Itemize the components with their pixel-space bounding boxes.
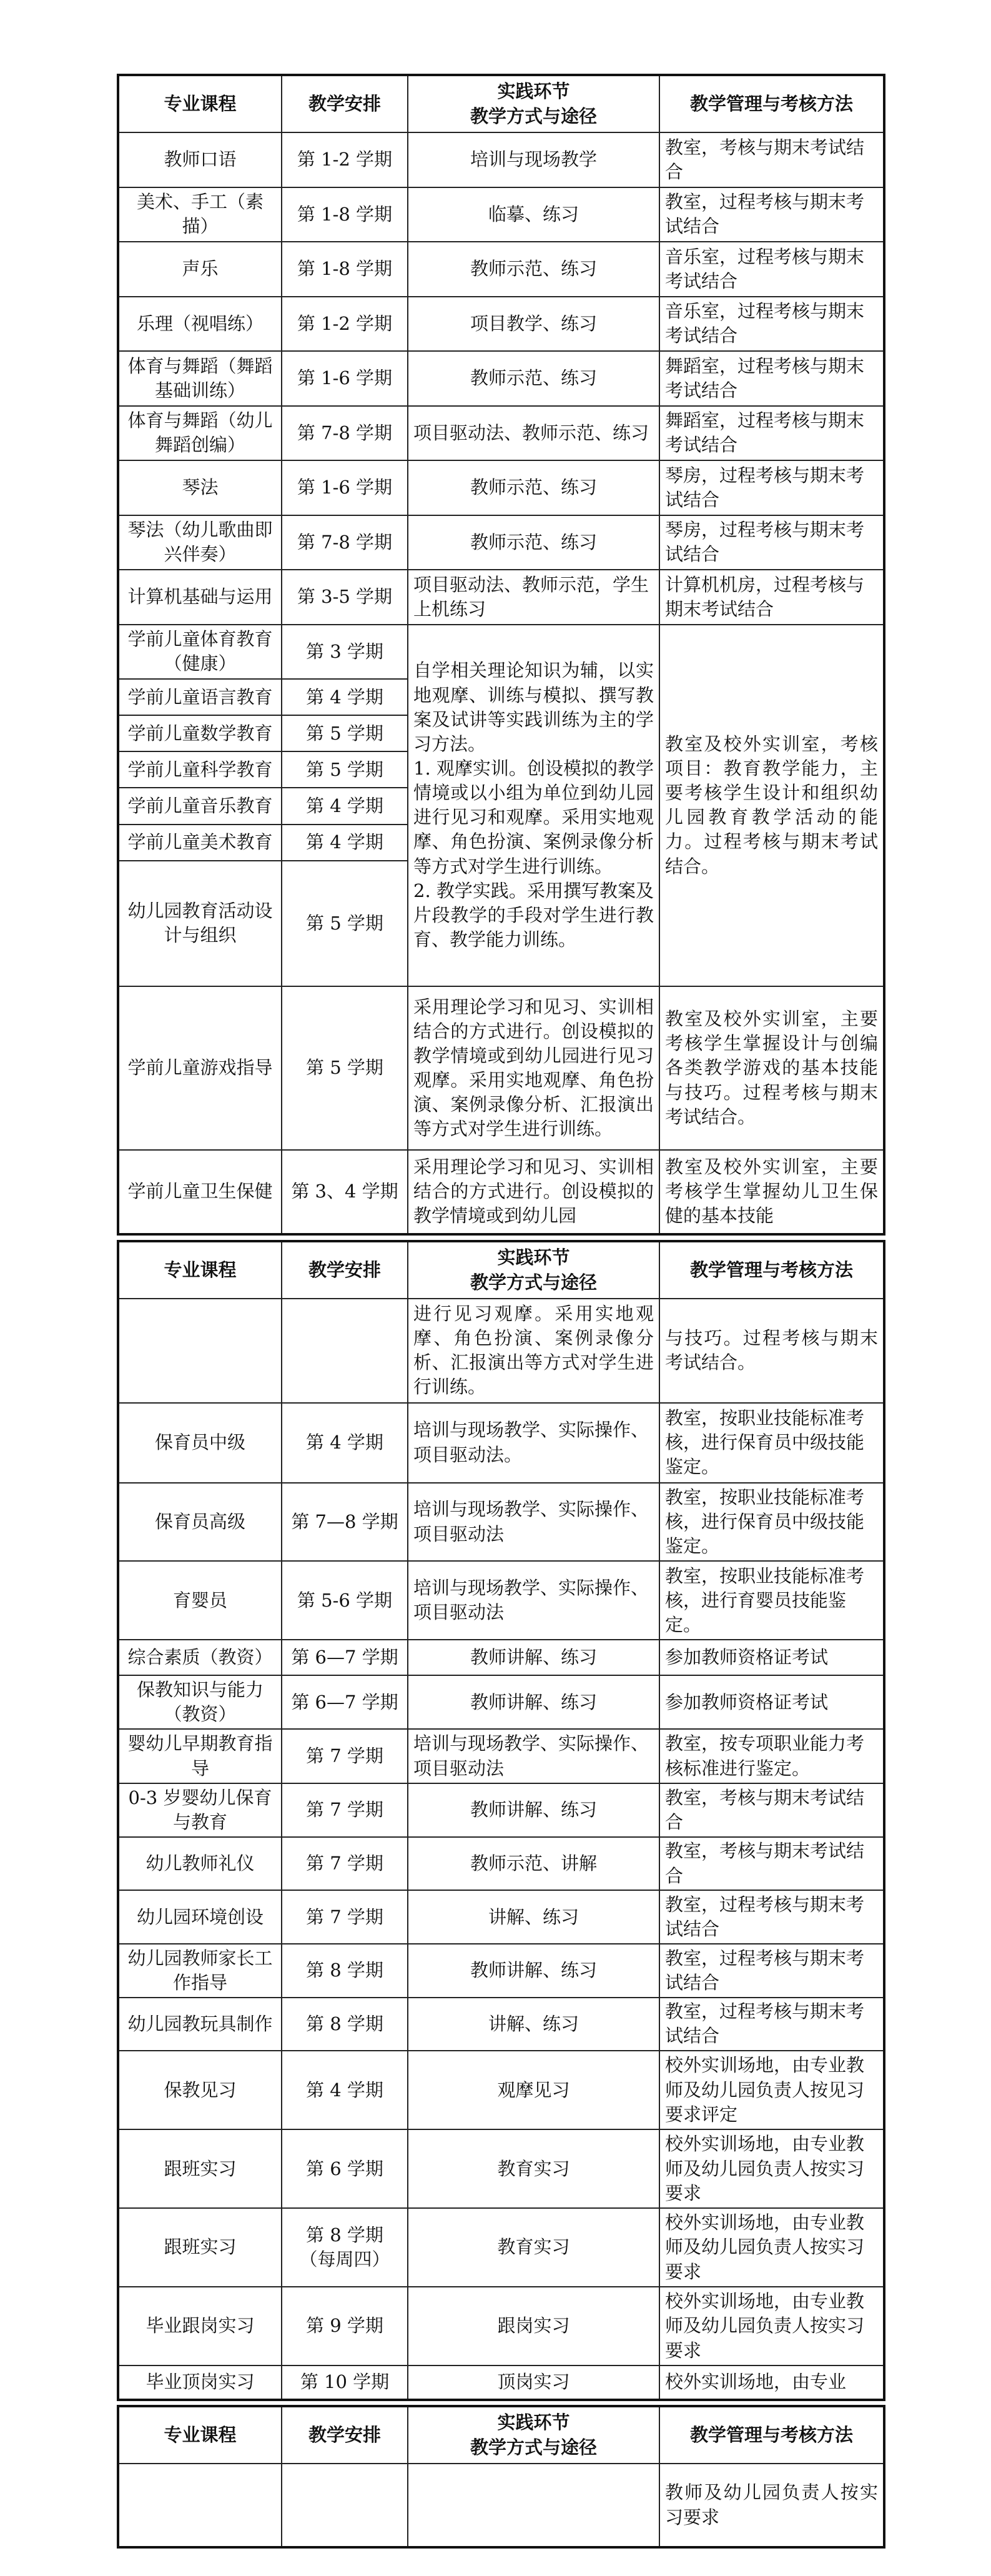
schedule-cell: 第 6—7 学期 (282, 1675, 408, 1729)
header-assessment: 教学管理与考核方法 (659, 1241, 884, 1299)
schedule-cell: 第 7 学期 (282, 1729, 408, 1783)
header-method-line2: 教学方式与途径 (470, 105, 597, 127)
schedule-cell: 第 1-8 学期 (282, 242, 408, 297)
course-cell: 声乐 (118, 242, 282, 297)
header-assessment: 教学管理与考核方法 (659, 75, 884, 132)
group-method-cell (408, 625, 659, 987)
schedule-cell: 第 5-6 学期 (282, 1561, 408, 1640)
table-row (118, 1998, 884, 2051)
assessment-cell: 校外实训场地，由专业教师及幼儿园负责人按实习要求 (659, 2287, 884, 2365)
schedule-cell: 第 4 学期 (282, 2051, 408, 2129)
table-row (118, 1299, 884, 1403)
course-cell: 保育员中级 (118, 1403, 282, 1483)
schedule-cell: 第 5 学期 (282, 751, 408, 788)
schedule-cell: 第 4 学期 (282, 1403, 408, 1483)
course-cell: 乐理（视唱练） (118, 297, 282, 352)
course-cell: 毕业跟岗实习 (118, 2287, 282, 2365)
course-cell: 幼儿园教玩具制作 (118, 1998, 282, 2051)
method-cell: 培训与现场教学、实际操作、项目驱动法 (408, 1561, 659, 1640)
course-cell: 毕业顶岗实习 (118, 2365, 282, 2400)
practice-table-part-3 (117, 2405, 885, 2549)
assessment-cell: 计算机机房，过程考核与期末考试结合 (659, 570, 884, 625)
table-row (118, 1837, 884, 1891)
table-row (118, 2051, 884, 2129)
table-row (118, 460, 884, 515)
assessment-cell: 教室及校外实训室，主要考核学生掌握设计与创编各类教学游戏的基本技能与技巧。过程考核与期末考试结合。 (659, 986, 884, 1150)
assessment-cell: 校外实训场地，由专业教师及幼儿园负责人按实习要求 (659, 2208, 884, 2287)
assessment-cell: 教室，考核与期末考试结合 (659, 1837, 884, 1891)
table-row (118, 2365, 884, 2400)
method-cell: 教师示范、练习 (408, 351, 659, 406)
schedule-cell: 第 3 学期 (282, 625, 408, 680)
schedule-cell: 第 7-8 学期 (282, 515, 408, 570)
header-method (408, 2406, 659, 2464)
course-cell: 学前儿童数学教育 (118, 715, 282, 751)
table-row (118, 351, 884, 406)
method-cell: 教师讲解、练习 (408, 1783, 659, 1837)
method-cell: 教师讲解、练习 (408, 1675, 659, 1729)
header-course: 专业课程 (118, 1241, 282, 1299)
course-cell: 学前儿童音乐教育 (118, 788, 282, 824)
header-schedule: 教学安排 (282, 1241, 408, 1299)
table-row (118, 2208, 884, 2287)
table-row (118, 1944, 884, 1998)
schedule-cell: 第 7 学期 (282, 1783, 408, 1837)
assessment-cell: 教室，过程考核与期末考试结合 (659, 187, 884, 242)
table-row (118, 1675, 884, 1729)
table-row (118, 570, 884, 625)
assessment-cell: 与技巧。过程考核与期末考试结合。 (659, 1299, 884, 1403)
schedule-cell: 第 1-2 学期 (282, 132, 408, 187)
course-cell: 综合素质（教资） (118, 1640, 282, 1675)
method-cell: 教师示范、练习 (408, 515, 659, 570)
course-cell: 学前儿童科学教育 (118, 751, 282, 788)
table-row (118, 986, 884, 1150)
course-cell: 幼儿园教育活动设计与组织 (118, 861, 282, 986)
method-cell: 讲解、练习 (408, 1998, 659, 2051)
assessment-cell: 教室，考核与期末考试结合 (659, 1783, 884, 1837)
course-cell: 育婴员 (118, 1561, 282, 1640)
table-row (118, 1640, 884, 1675)
assessment-cell: 教室及校外实训室，主要考核学生掌握幼儿卫生保健的基本技能 (659, 1150, 884, 1234)
assessment-cell: 参加教师资格证考试 (659, 1675, 884, 1729)
course-cell: 体育与舞蹈（舞蹈基础训练） (118, 351, 282, 406)
schedule-cell-empty (282, 2464, 408, 2547)
schedule-cell: 第 7 学期 (282, 1890, 408, 1944)
header-method-line2: 教学方式与途径 (470, 1271, 597, 1293)
course-cell: 美术、手工（素描） (118, 187, 282, 242)
assessment-cell: 教室，过程考核与期末考试结合 (659, 1890, 884, 1944)
assessment-cell: 教室，过程考核与期末考试结合 (659, 1998, 884, 2051)
assessment-cell: 校外实训场地，由专业教师及幼儿园负责人按实习要求 (659, 2129, 884, 2208)
schedule-cell: 第 6 学期 (282, 2129, 408, 2208)
table-row (118, 1783, 884, 1837)
method-cell: 项目教学、练习 (408, 297, 659, 352)
schedule-cell: 第 1-8 学期 (282, 187, 408, 242)
header-course: 专业课程 (118, 2406, 282, 2464)
course-cell: 幼儿园环境创设 (118, 1890, 282, 1944)
assessment-cell: 参加教师资格证考试 (659, 1640, 884, 1675)
schedule-cell: 第 4 学期 (282, 679, 408, 715)
schedule-cell: 第 3、4 学期 (282, 1150, 408, 1234)
method-cell: 教师示范、练习 (408, 242, 659, 297)
course-cell-empty (118, 2464, 282, 2547)
method-cell: 教师讲解、练习 (408, 1640, 659, 1675)
schedule-cell: 第 5 学期 (282, 861, 408, 986)
header-method-line2: 教学方式与途径 (470, 2436, 597, 2458)
method-cell: 项目驱动法、教师示范，学生上机练习 (408, 570, 659, 625)
schedule-cell: 第 6—7 学期 (282, 1640, 408, 1675)
course-cell: 琴法（幼儿歌曲即兴伴奏） (118, 515, 282, 570)
table-row (118, 2464, 884, 2547)
table-row (118, 1561, 884, 1640)
table-row (118, 2129, 884, 2208)
schedule-cell: 第 9 学期 (282, 2287, 408, 2365)
course-cell: 0-3 岁婴幼儿保育与教育 (118, 1783, 282, 1837)
table-row (118, 1890, 884, 1944)
method-cell: 项目驱动法、教师示范、练习 (408, 406, 659, 461)
table-header-row (118, 2406, 884, 2464)
assessment-cell: 舞蹈室，过程考核与期末考试结合 (659, 406, 884, 461)
method-cell: 教师示范、讲解 (408, 1837, 659, 1891)
table-row (118, 242, 884, 297)
method-cell-empty (408, 2464, 659, 2547)
method-cell: 跟岗实习 (408, 2287, 659, 2365)
assessment-cell: 琴房，过程考核与期末考试结合 (659, 515, 884, 570)
header-assessment: 教学管理与考核方法 (659, 2406, 884, 2464)
table-row (118, 2287, 884, 2365)
table-row (118, 132, 884, 187)
header-method-line1: 实践环节 (497, 81, 570, 102)
table-row (118, 515, 884, 570)
course-cell: 幼儿园教师家长工作指导 (118, 1944, 282, 1998)
assessment-cell: 教室，过程考核与期末考试结合 (659, 1944, 884, 1998)
schedule-cell: 第 1-6 学期 (282, 460, 408, 515)
course-cell: 跟班实习 (118, 2129, 282, 2208)
course-cell: 教师口语 (118, 132, 282, 187)
method-cell: 采用理论学习和见习、实训相结合的方式进行。创设模拟的教学情境或到幼儿园进行见习观摩。采用实地观摩、角色扮演、案例录像分析、汇报演出等方式对学生进行训练。 (408, 986, 659, 1150)
header-schedule: 教学安排 (282, 2406, 408, 2464)
assessment-cell: 音乐室，过程考核与期末考试结合 (659, 242, 884, 297)
group-assessment-cell: 教室及校外实训室，考核项目：教育教学能力，主要考核学生设计和组织幼儿园教育教学活动的能力。过程考核与期末考试结合。 (659, 625, 884, 987)
schedule-cell: 第 8 学期 （每周四） (282, 2208, 408, 2287)
table-row (118, 1729, 884, 1783)
course-cell: 学前儿童卫生保健 (118, 1150, 282, 1234)
assessment-cell: 教师及幼儿园负责人按实习要求 (659, 2464, 884, 2547)
table-row (118, 297, 884, 352)
table-row (118, 1403, 884, 1483)
schedule-cell-empty (282, 1299, 408, 1403)
course-cell: 保教见习 (118, 2051, 282, 2129)
method-cell: 培训与现场教学、实际操作、项目驱动法 (408, 1483, 659, 1562)
assessment-cell: 教室，按专项职业能力考核标准进行鉴定。 (659, 1729, 884, 1783)
course-cell: 跟班实习 (118, 2208, 282, 2287)
course-cell: 保育员高级 (118, 1483, 282, 1562)
method-cell: 教师讲解、练习 (408, 1944, 659, 1998)
course-cell: 体育与舞蹈（幼儿舞蹈创编） (118, 406, 282, 461)
header-method-line1: 实践环节 (497, 1247, 570, 1269)
method-cell: 教育实习 (408, 2208, 659, 2287)
assessment-cell: 教室，按职业技能标准考核，进行育婴员技能鉴定。 (659, 1561, 884, 1640)
method-cell: 讲解、练习 (408, 1890, 659, 1944)
schedule-cell: 第 4 学期 (282, 788, 408, 824)
schedule-cell: 第 7—8 学期 (282, 1483, 408, 1562)
header-schedule: 教学安排 (282, 75, 408, 132)
course-cell: 幼儿教师礼仪 (118, 1837, 282, 1891)
group-method-text: 自学相关理论知识为辅，以实地观摩、训练与模拟、撰写教案及试讲等实践训练为主的学习方法。 1. 观摩实训。创设模拟的教学情境或以小组为单位到幼儿园进行见习和观摩。采用实地观摩、角色扮演、案例录像分析等方式对学生进行训练。 2. 教学实践。采用撰写教案及片段教学的手段对学生进行教育、教学能力训练。 (413, 660, 654, 951)
course-cell: 琴法 (118, 460, 282, 515)
schedule-cell: 第 5 学期 (282, 715, 408, 751)
header-method (408, 75, 659, 132)
table-header-row (118, 1241, 884, 1299)
method-cell: 采用理论学习和见习、实训相结合的方式进行。创设模拟的教学情境或到幼儿园 (408, 1150, 659, 1234)
schedule-cell: 第 7-8 学期 (282, 406, 408, 461)
assessment-cell: 音乐室，过程考核与期末考试结合 (659, 297, 884, 352)
schedule-cell: 第 3-5 学期 (282, 570, 408, 625)
header-method (408, 1241, 659, 1299)
method-cell: 观摩见习 (408, 2051, 659, 2129)
table-row (118, 1150, 884, 1234)
method-cell: 教师示范、练习 (408, 460, 659, 515)
schedule-cell: 第 5 学期 (282, 986, 408, 1150)
assessment-cell: 教室，按职业技能标准考核，进行保育员中级技能鉴定。 (659, 1483, 884, 1562)
schedule-cell: 第 1-6 学期 (282, 351, 408, 406)
schedule-cell: 第 10 学期 (282, 2365, 408, 2400)
course-cell: 婴幼儿早期教育指导 (118, 1729, 282, 1783)
table-row (118, 1483, 884, 1562)
schedule-cell: 第 1-2 学期 (282, 297, 408, 352)
practice-table-part-2 (117, 1240, 885, 2401)
course-cell: 学前儿童语言教育 (118, 679, 282, 715)
assessment-cell: 教室，按职业技能标准考核，进行保育员中级技能鉴定。 (659, 1403, 884, 1483)
method-cell: 培训与现场教学、实际操作、项目驱动法 (408, 1729, 659, 1783)
method-cell: 培训与现场教学、实际操作、项目驱动法。 (408, 1403, 659, 1483)
table-row (118, 187, 884, 242)
table-row (118, 406, 884, 461)
schedule-cell: 第 7 学期 (282, 1837, 408, 1891)
practice-table-part-1 (117, 74, 885, 1236)
schedule-cell: 第 8 学期 (282, 1998, 408, 2051)
method-cell: 教育实习 (408, 2129, 659, 2208)
schedule-cell: 第 8 学期 (282, 1944, 408, 1998)
course-cell: 学前儿童体育教育（健康） (118, 625, 282, 680)
course-cell-empty (118, 1299, 282, 1403)
header-course: 专业课程 (118, 75, 282, 132)
method-cell: 进行见习观摩。采用实地观摩、角色扮演、案例录像分析、汇报演出等方式对学生进行训练。 (408, 1299, 659, 1403)
assessment-cell: 校外实训场地，由专业 (659, 2365, 884, 2400)
schedule-cell: 第 4 学期 (282, 825, 408, 861)
table-header-row (118, 75, 884, 132)
method-cell: 临摹、练习 (408, 187, 659, 242)
assessment-cell: 校外实训场地，由专业教师及幼儿园负责人按见习要求评定 (659, 2051, 884, 2129)
table-row (118, 625, 884, 680)
header-method-line1: 实践环节 (497, 2412, 570, 2434)
method-cell: 顶岗实习 (408, 2365, 659, 2400)
course-cell: 计算机基础与运用 (118, 570, 282, 625)
course-cell: 学前儿童游戏指导 (118, 986, 282, 1150)
assessment-cell: 舞蹈室，过程考核与期末考试结合 (659, 351, 884, 406)
course-cell: 保教知识与能力（教资） (118, 1675, 282, 1729)
assessment-cell: 教室，考核与期末考试结合 (659, 132, 884, 187)
method-cell: 培训与现场教学 (408, 132, 659, 187)
assessment-cell: 琴房，过程考核与期末考试结合 (659, 460, 884, 515)
course-cell: 学前儿童美术教育 (118, 825, 282, 861)
